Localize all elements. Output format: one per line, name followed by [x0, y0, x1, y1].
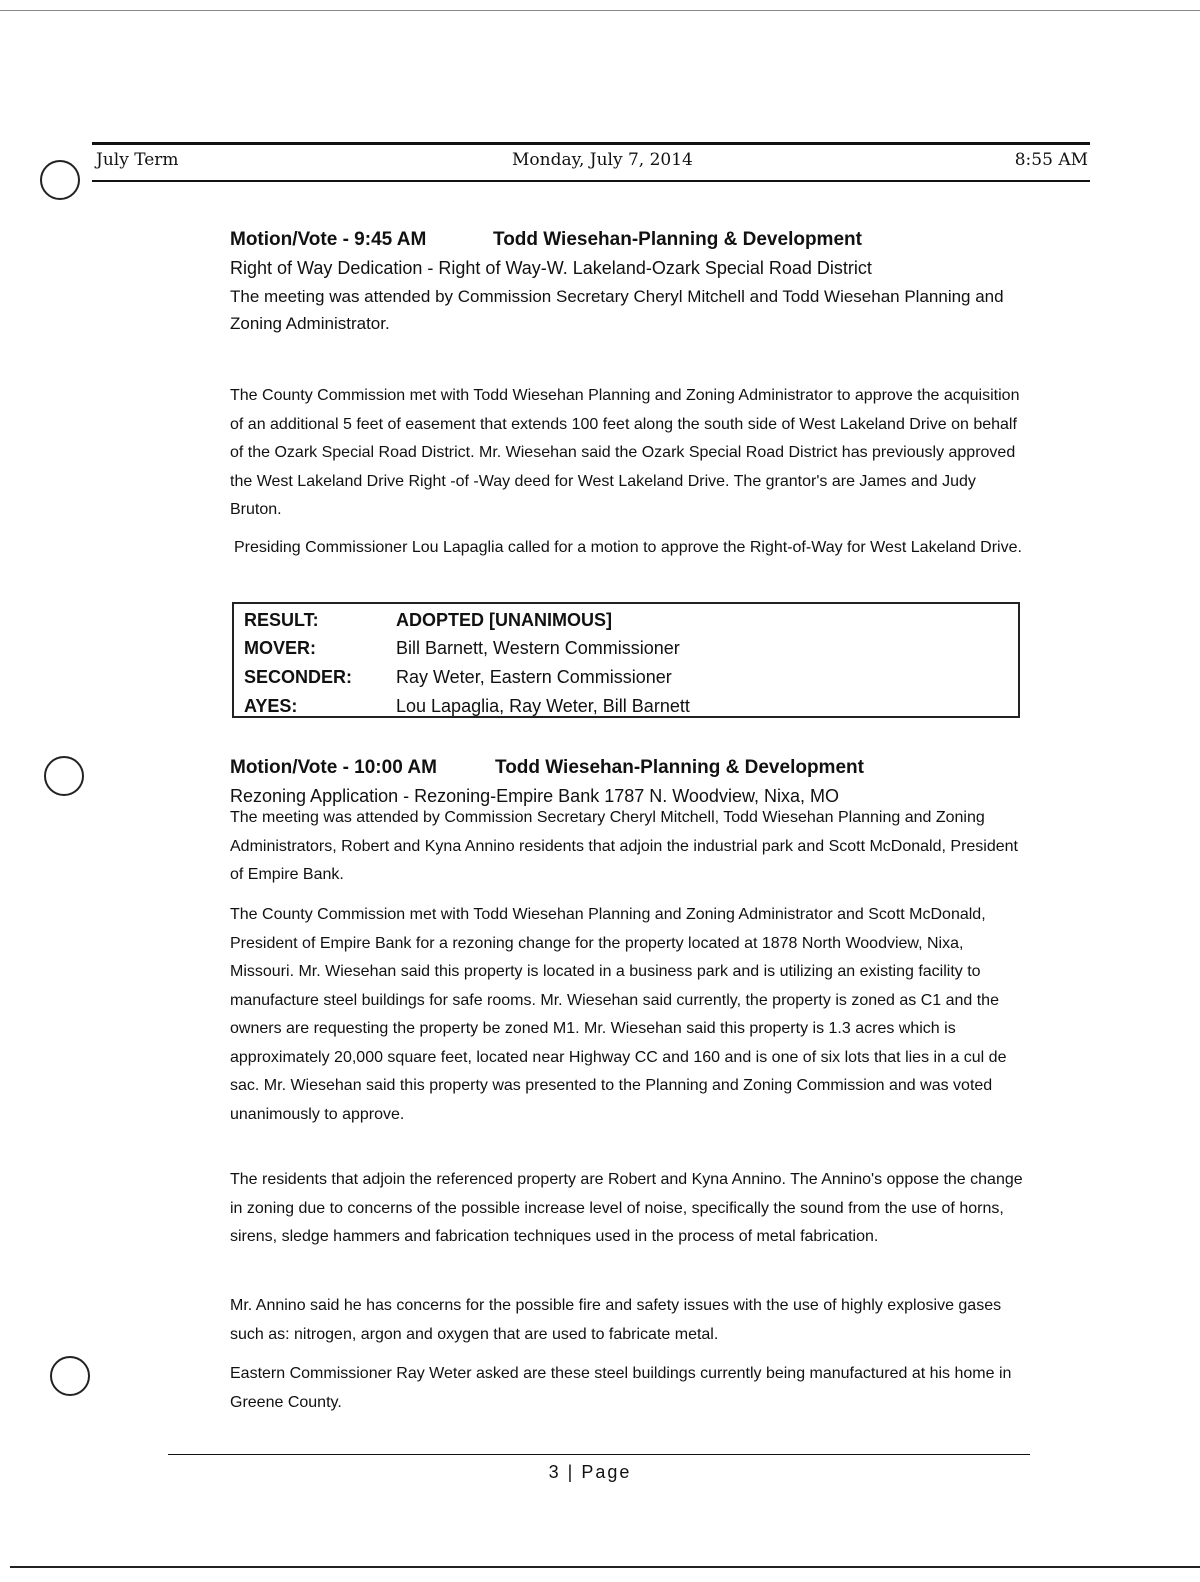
- section2-paragraph: Mr. Annino said he has concerns for the possible fire and safety issues with the use of highly explosive gases such as: nitrogen, argon and oxygen that are used to fabricate metal.: [230, 1297, 1002, 1343]
- section2-subject: Rezoning Application - Rezoning-Empire Bank 1787 N. Woodview, Nixa, MO: [230, 786, 839, 806]
- vote-seconder-label: SECONDER:: [244, 667, 353, 687]
- punch-hole-icon: [44, 756, 84, 796]
- footer-rule: [168, 1454, 1030, 1455]
- section2-heading: Motion/Vote - 10:00 AM: [230, 757, 437, 778]
- punch-hole-icon: [40, 160, 80, 200]
- vote-seconder-value: Ray Weter, Eastern Commissioner: [396, 667, 672, 687]
- vote-result-label: RESULT:: [244, 610, 319, 630]
- section1-heading: Motion/Vote - 9:45 AM: [230, 229, 427, 250]
- vote-result-box: [232, 602, 1020, 718]
- section2-speaker: Todd Wiesehan-Planning & Development: [495, 757, 864, 778]
- punch-hole-icon: [50, 1356, 90, 1396]
- header-term: July Term: [96, 150, 179, 170]
- vote-result-value: ADOPTED [UNANIMOUS]: [396, 610, 612, 630]
- header-rule-bottom: [92, 180, 1090, 182]
- page-number: 3 | Page: [548, 1462, 632, 1482]
- section2-paragraph: The County Commission met with Todd Wiesehan Planning and Zoning Administrator and Scott McDonald, President of Empire Bank for a rezoning change for the property located at 1878 North Woodview, Nixa, Missouri. Mr. Wiesehan said this property is located in a business park and is utilizing an existing facility to manufacture steel buildings for safe rooms. Mr. Wiesehan said currently, the property is zoned as C1 and the owners are requesting the property be zoned M1. Mr. Wiesehan said this property is 1.3 acres which is approximately 20,000 square feet, located near Highway CC and 160 and is one of six lots that lies in a cul de sac. Mr. Wiesehan said this property was presented to the Planning and Zoning Commission and was voted unanimously to approve.: [230, 906, 1007, 1123]
- section2-attendance: The meeting was attended by Commission Secretary Cheryl Mitchell, Todd Wiesehan Planning and Zoning Administrators, Robert and Kyna Annino residents that adjoin the industrial park and Scott McDonald, President of Empire Bank.: [230, 809, 1018, 883]
- section1-attendance: The meeting was attended by Commission Secretary Cheryl Mitchell and Todd Wiesehan Planning and Zoning Administrator.: [230, 287, 1004, 333]
- section2-paragraph: The residents that adjoin the referenced property are Robert and Kyna Annino. The Annino's oppose the change in zoning due to concerns of the possible increase level of noise, specifically the sound from the use of horns, sirens, sledge hammers and fabrication techniques used in the process of metal fabrication.: [230, 1171, 1023, 1245]
- scan-edge-top: [0, 10, 1200, 11]
- vote-mover-value: Bill Barnett, Western Commissioner: [396, 638, 680, 658]
- section1-subject: Right of Way Dedication - Right of Way-W. Lakeland-Ozark Special Road District: [230, 258, 872, 278]
- vote-ayes-label: AYES:: [244, 696, 298, 716]
- section2-heading-row: [230, 757, 864, 779]
- section1-heading-row: [230, 229, 862, 251]
- section1-paragraph: Presiding Commissioner Lou Lapaglia called for a motion to approve the Right-of-Way for West Lakeland Drive.: [234, 539, 1022, 556]
- vote-mover-label: MOVER:: [244, 638, 316, 658]
- section2-paragraph: Eastern Commissioner Ray Weter asked are these steel buildings currently being manufactured at his home in Greene County.: [230, 1365, 1012, 1411]
- header-date: Monday, July 7, 2014: [512, 150, 693, 170]
- header-rule-top: [92, 142, 1090, 145]
- vote-ayes-value: Lou Lapaglia, Ray Weter, Bill Barnett: [396, 696, 690, 716]
- header-time: 8:55 AM: [1014, 150, 1088, 170]
- section1-speaker: Todd Wiesehan-Planning & Development: [493, 229, 862, 250]
- scan-edge-bottom: [10, 1566, 1200, 1568]
- section1-paragraph: The County Commission met with Todd Wiesehan Planning and Zoning Administrator to approve the acquisition of an additional 5 feet of easement that extends 100 feet along the south side of West Lakeland Drive on behalf of the Ozark Special Road District. Mr. Wiesehan said the Ozark Special Road District has previously approved the West Lakeland Drive Right -of -Way deed for West Lakeland Drive. The grantor's are James and Judy Bruton.: [230, 387, 1020, 518]
